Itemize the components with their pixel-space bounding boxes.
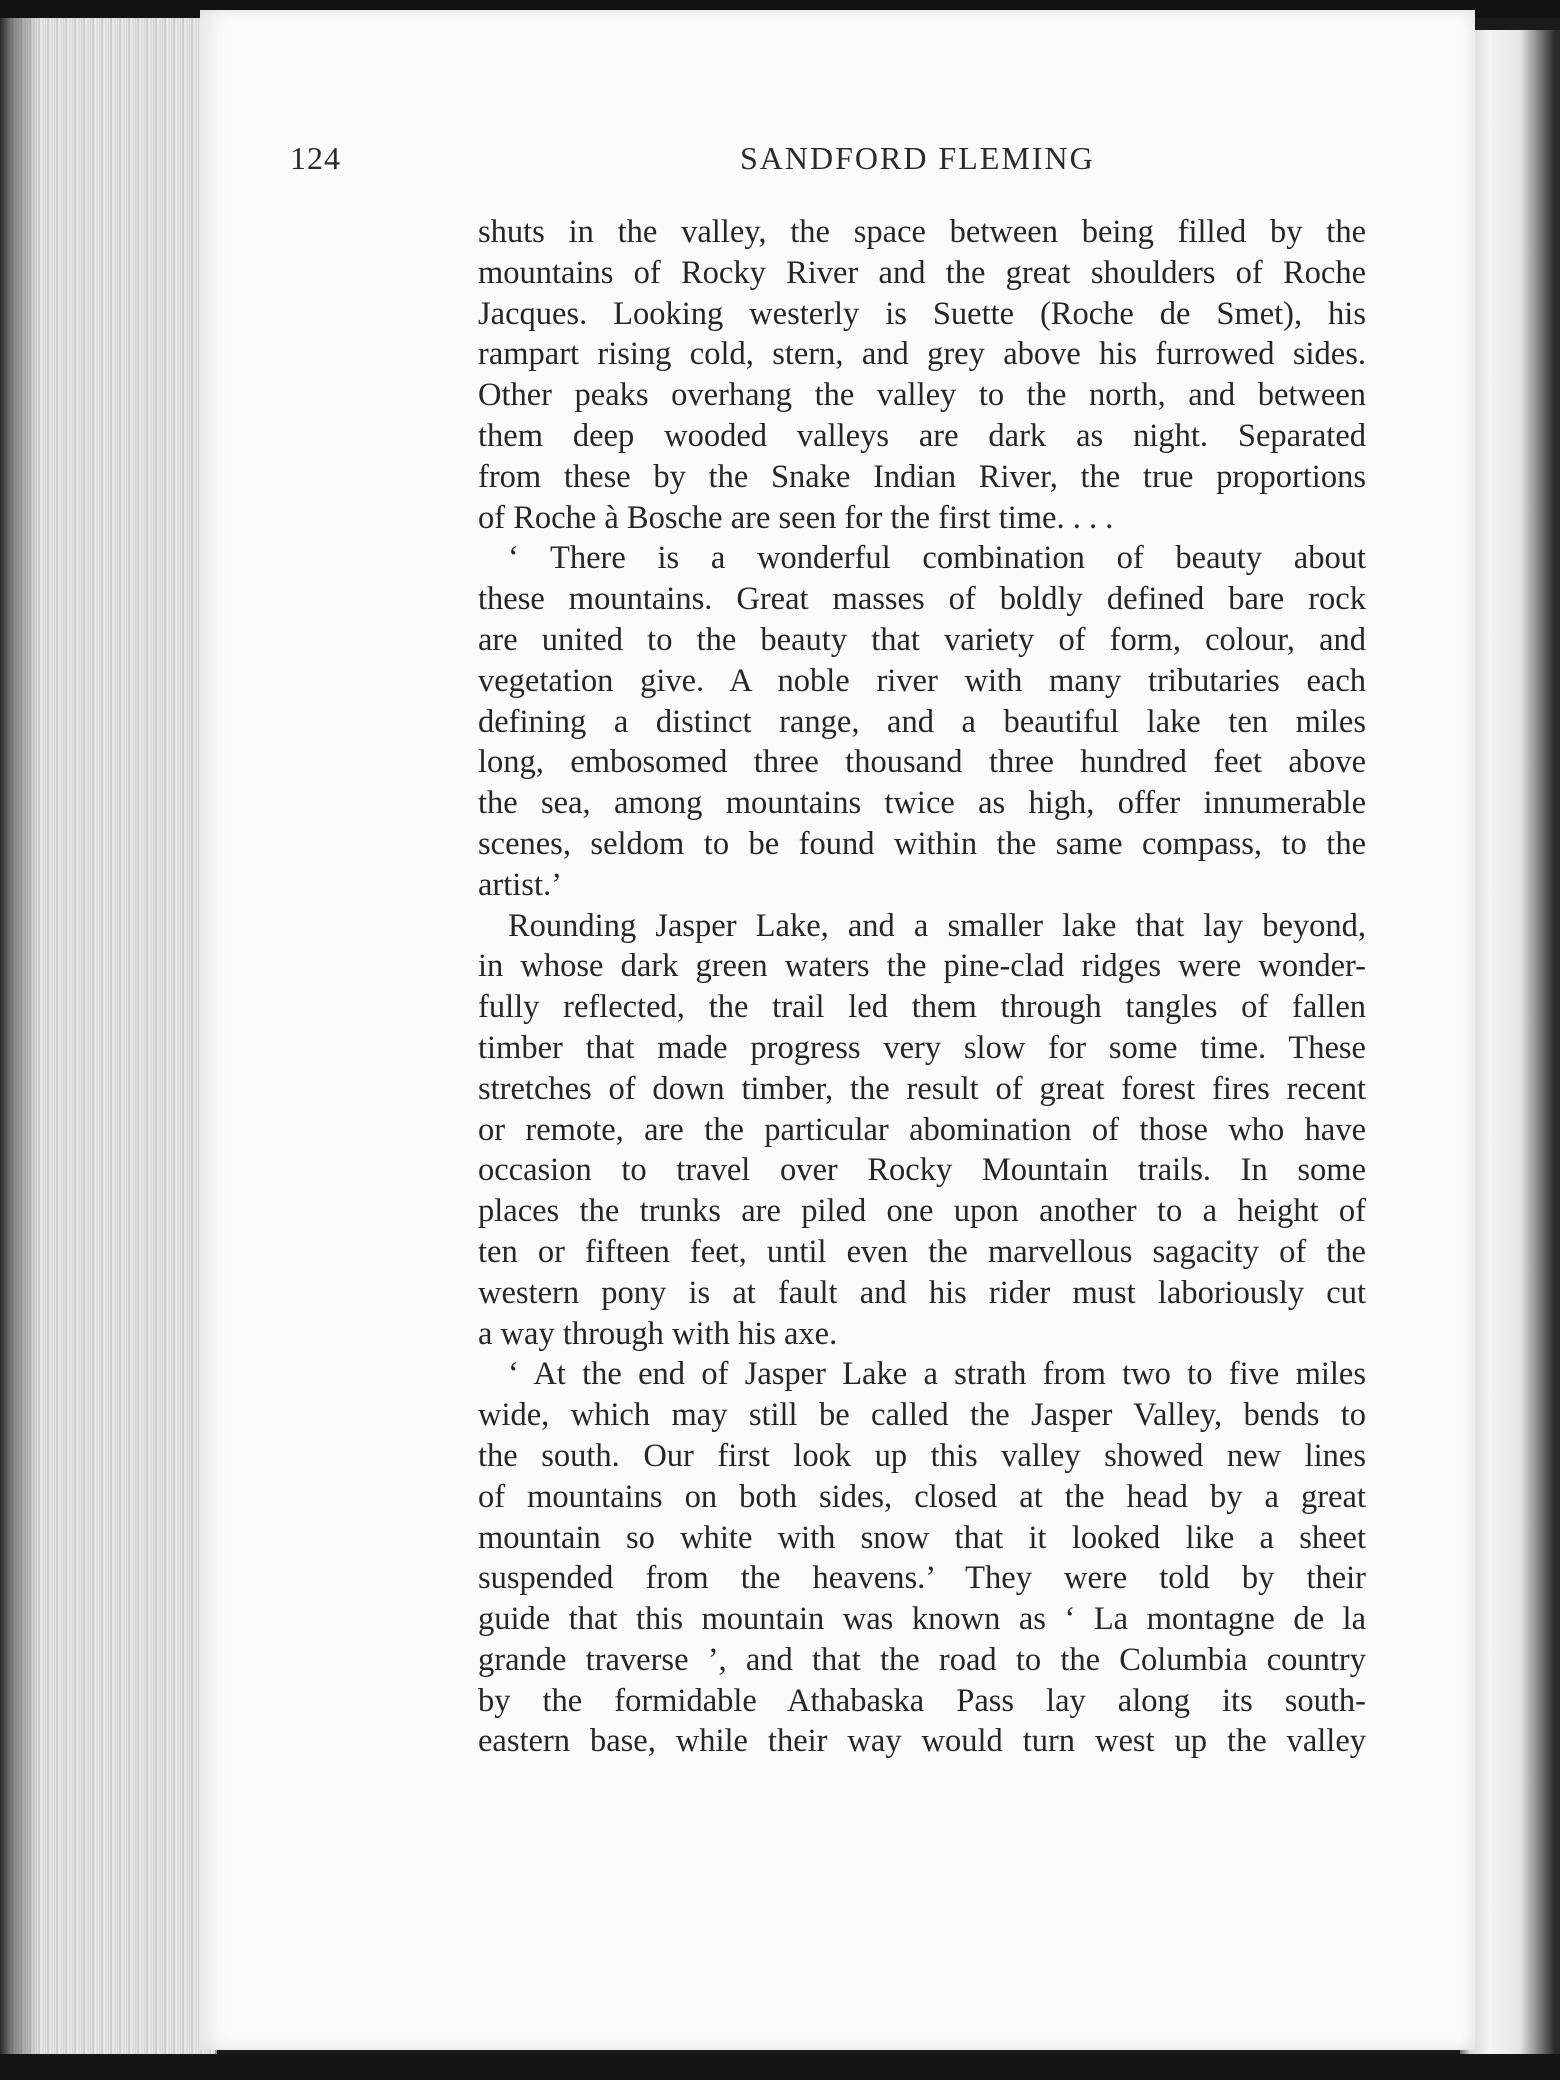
text-line: western pony is at fault and his rider must laboriously cut — [478, 1274, 1366, 1311]
text-line: ‘ There is a wonderful combination of beauty about — [508, 540, 1366, 577]
text-line: defining a distinct range, and a beautiful lake ten miles — [478, 703, 1366, 740]
text-line: are united to the beauty that variety of form, colour, and — [478, 621, 1366, 658]
text-line: grande traverse ’, and that the road to the Columbia country — [478, 1641, 1366, 1678]
text-line: eastern base, while their way would turn west up the valley — [478, 1723, 1366, 1760]
text-line: rampart rising cold, stern, and grey above his furrowed sides. — [478, 336, 1366, 373]
text-line: artist.’ — [478, 866, 562, 903]
page-number: 124 — [290, 140, 341, 176]
text-line: from these by the Snake Indian River, the true proportions — [478, 458, 1366, 495]
text-line: mountain so white with snow that it looked like a sheet — [478, 1519, 1366, 1556]
text-line: vegetation give. A noble river with many tributaries each — [478, 662, 1366, 699]
scanner-bed-bottom — [0, 2054, 1560, 2080]
text-line: fully reflected, the trail led them through tangles of fallen — [478, 989, 1366, 1026]
body-text — [478, 212, 1366, 1762]
text-line: or remote, are the particular abomination of those who have — [478, 1111, 1366, 1148]
text-line: mountains of Rocky River and the great shoulders of Roche — [478, 254, 1366, 291]
text-line: scenes, seldom to be found within the same compass, to the — [478, 825, 1366, 862]
text-line: suspended from the heavens.’ They were told by their — [478, 1560, 1366, 1597]
book-page-edges — [0, 18, 217, 2054]
text-line: Other peaks overhang the valley to the north, and between — [478, 377, 1366, 414]
text-line: shuts in the valley, the space between being filled by the — [478, 214, 1366, 250]
book-title: SANDFORD FLEMING — [740, 140, 1095, 176]
text-line: in whose dark green waters the pine-clad ridges were wonder- — [478, 948, 1366, 985]
text-line: the sea, among mountains twice as high, offer innumerable — [478, 785, 1366, 822]
text-line: of mountains on both sides, closed at the head by a great — [478, 1478, 1366, 1515]
text-line: by the formidable Athabaska Pass lay along its south- — [478, 1682, 1366, 1719]
text-line: long, embosomed three thousand three hundred feet above — [478, 744, 1366, 781]
text-line: these mountains. Great masses of boldly defined bare rock — [478, 581, 1366, 618]
text-line: wide, which may still be called the Jasper Valley, bends to — [478, 1397, 1366, 1434]
text-line: stretches of down timber, the result of great forest fires recent — [478, 1070, 1366, 1107]
text-line: Jacques. Looking westerly is Suette (Roche de Smet), his — [478, 295, 1366, 332]
text-line: Rounding Jasper Lake, and a smaller lake that lay beyond, — [508, 907, 1366, 944]
text-line: guide that this mountain was known as ‘ La montagne de la — [478, 1601, 1366, 1638]
text-line: of Roche à Bosche are seen for the first time. . . . — [478, 499, 1114, 536]
running-head — [290, 136, 1380, 186]
book-right-edge — [1460, 30, 1560, 2060]
text-line: them deep wooded valleys are dark as night. Separated — [478, 417, 1366, 454]
text-line: the south. Our first look up this valley showed new lines — [478, 1437, 1366, 1474]
text-line: occasion to travel over Rocky Mountain trails. In some — [478, 1152, 1366, 1189]
text-line: a way through with his axe. — [478, 1315, 838, 1352]
text-line: timber that made progress very slow for some time. These — [478, 1029, 1366, 1066]
text-line: ‘ At the end of Jasper Lake a strath from two to five miles — [508, 1356, 1366, 1393]
text-line: ten or fifteen feet, until even the marvellous sagacity of the — [478, 1233, 1366, 1270]
text-line: places the trunks are piled one upon another to a height of — [478, 1193, 1366, 1230]
